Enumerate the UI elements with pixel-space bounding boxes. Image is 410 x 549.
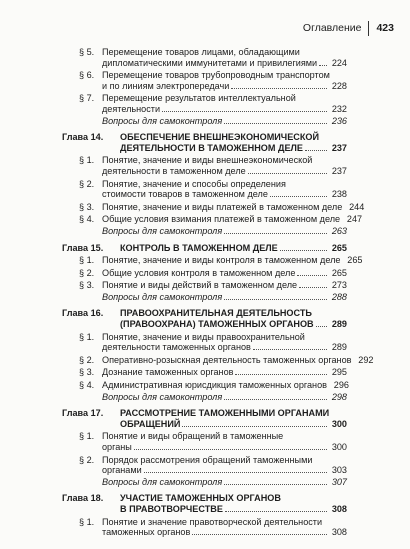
toc-entry-text: Общие условия взимания платежей в таможенном деле <box>102 214 341 225</box>
toc-entry-line <box>102 477 347 488</box>
toc-section <box>62 431 347 452</box>
toc-entry-text: Дознание таможенных органов <box>102 367 234 378</box>
toc-section <box>62 255 363 266</box>
toc-entry-title <box>102 477 347 488</box>
toc-entry-line <box>102 354 374 366</box>
toc-section <box>62 47 347 68</box>
toc-entry-text: Вопросы для самоконтроля <box>102 225 223 236</box>
dot-leader <box>225 504 327 512</box>
toc-entry-title <box>102 455 347 476</box>
toc-entry-number: § 1. <box>79 331 95 342</box>
toc-entry-title <box>120 243 347 254</box>
toc-page-number: 300 <box>331 418 347 429</box>
toc-entry-title <box>102 332 347 353</box>
toc-chapter <box>62 243 347 254</box>
toc-page-number: 244 <box>349 201 365 212</box>
toc-entry-line <box>102 81 347 92</box>
toc-entry-text: стоимости товаров в таможенном деле <box>102 189 268 200</box>
toc-entry-number: § 3. <box>79 280 95 291</box>
toc-entry-line <box>102 367 347 378</box>
page-number: 423 <box>376 22 394 34</box>
dot-leader <box>224 226 327 234</box>
toc-entry-text: Порядок рассмотрения обращений таможенными <box>102 454 313 465</box>
toc-questions <box>62 226 347 237</box>
dot-leader <box>280 243 327 251</box>
toc-chapter <box>62 408 347 429</box>
toc-entry-line <box>120 419 347 430</box>
toc-entry-title <box>102 354 374 366</box>
toc-page-number: 288 <box>331 291 347 302</box>
toc-entry-line <box>120 243 347 254</box>
toc-entry-title <box>102 93 347 114</box>
toc-entry-title <box>102 517 347 538</box>
toc-entry-line <box>102 332 347 343</box>
toc-entry-text: и по линиям электропередачи <box>102 80 230 91</box>
toc-section <box>62 155 347 176</box>
table-of-contents <box>62 45 374 538</box>
toc-entry-number: § 1. <box>79 155 95 166</box>
toc-entry-line <box>102 392 347 403</box>
toc-entry-title <box>102 179 347 200</box>
toc-entry-text: Вопросы для самоконтроля <box>102 291 223 302</box>
dot-leader <box>224 292 327 300</box>
toc-entry-text: РАССМОТРЕНИЕ ТАМОЖЕННЫМИ ОРГАНАМИ <box>120 408 330 419</box>
toc-entry-title <box>102 268 347 279</box>
toc-entry-line <box>120 132 347 143</box>
toc-page-number: 289 <box>331 319 347 330</box>
toc-chapter <box>62 493 347 514</box>
toc-page-number: 308 <box>331 503 347 514</box>
toc-page-number: 237 <box>331 142 347 153</box>
toc-entry-text: Понятие, значение и способы определения <box>102 178 286 189</box>
toc-page-number: 265 <box>347 255 363 266</box>
toc-entry-title <box>102 214 363 225</box>
toc-page-number: 298 <box>331 391 347 402</box>
toc-entry-text: ДЕЯТЕЛЬНОСТИ В ТАМОЖЕННОМ ДЕЛЕ <box>120 142 303 153</box>
toc-entry-text: УЧАСТИЕ ТАМОЖЕННЫХ ОРГАНОВ <box>120 493 281 504</box>
toc-entry-title <box>120 308 347 329</box>
toc-entry-text: деятельности <box>102 103 161 114</box>
toc-entry-number: § 2. <box>79 178 95 189</box>
toc-entry-line <box>102 465 347 476</box>
toc-entry-line <box>102 380 347 391</box>
toc-entry-number: § 2. <box>79 454 95 465</box>
toc-entry-line <box>102 179 347 190</box>
toc-questions <box>62 477 347 488</box>
toc-entry-text: Понятие, значение и виды платежей в таможенном деле <box>102 201 343 212</box>
toc-page-number: 228 <box>331 80 347 91</box>
toc-entry-title <box>102 380 347 391</box>
toc-entry-line <box>120 408 347 419</box>
toc-entry-text: Общие условия контроля в таможенном деле <box>102 267 296 278</box>
dot-leader <box>253 342 327 350</box>
toc-entry-title <box>102 292 347 303</box>
toc-entry-text: Оперативно-розыскная деятельность таможенных органов <box>102 354 352 365</box>
toc-page-number: 307 <box>331 476 347 487</box>
toc-entry-text: КОНТРОЛЬ В ТАМОЖЕННОМ ДЕЛЕ <box>120 242 278 253</box>
toc-chapter <box>62 308 347 329</box>
toc-page-number: 265 <box>331 267 347 278</box>
toc-page-number: 303 <box>331 465 347 476</box>
toc-entry-text: Понятие и виды действий в таможенном деле <box>102 280 298 291</box>
toc-entry-text: Административная юрисдикция таможенных органов <box>102 380 327 391</box>
dot-leader <box>162 104 327 112</box>
toc-page-number: 300 <box>331 442 347 452</box>
toc-entry-line <box>102 47 347 58</box>
toc-entry-title <box>102 392 347 403</box>
toc-entry-text: Вопросы для самоконтроля <box>102 115 223 126</box>
toc-section <box>62 201 365 213</box>
toc-page-number: 224 <box>331 57 347 68</box>
toc-entry-number: § 6. <box>79 70 95 81</box>
dot-leader <box>270 189 327 197</box>
toc-entry-line <box>102 280 347 291</box>
toc-entry-text: деятельности в таможенном деле <box>102 165 246 176</box>
toc-entry-text: Понятие, значение и виды внешнеэкономической <box>102 155 313 166</box>
toc-entry-text: Понятие и виды обращений в таможенные <box>102 431 284 442</box>
toc-section <box>62 354 374 366</box>
dot-leader <box>297 268 327 276</box>
toc-page-number: 273 <box>331 280 347 291</box>
toc-entry-line <box>102 431 347 442</box>
toc-entry-title <box>102 47 347 68</box>
toc-entry-title <box>102 116 347 127</box>
toc-page-number: 236 <box>331 115 347 126</box>
toc-section <box>62 455 347 476</box>
toc-entry-title <box>102 255 363 266</box>
toc-entry-line <box>102 166 347 177</box>
toc-entry-line <box>102 116 347 127</box>
toc-page-number: 232 <box>331 103 347 114</box>
toc-entry-line <box>102 442 347 453</box>
toc-entry-text: В ПРАВОТВОРЧЕСТВЕ <box>120 503 223 514</box>
toc-entry-text: Понятие, значение и виды правоохранительной <box>102 331 305 342</box>
toc-entry-line <box>120 308 347 319</box>
toc-page-number: 263 <box>331 225 347 236</box>
toc-entry-title <box>120 493 347 514</box>
toc-entry-text: органы <box>102 442 132 452</box>
dot-leader <box>224 477 327 485</box>
toc-entry-number: Глава 17. <box>62 408 104 419</box>
toc-entry-number: § 3. <box>79 201 95 212</box>
toc-entry-text: органами <box>102 465 142 476</box>
dot-leader <box>224 392 327 400</box>
toc-entry-text: Вопросы для самоконтроля <box>102 391 223 402</box>
toc-entry-line <box>102 292 347 303</box>
toc-section <box>62 70 347 91</box>
toc-entry-line <box>102 201 365 213</box>
toc-entry-number: Глава 16. <box>62 308 104 319</box>
toc-entry-title <box>120 408 347 429</box>
toc-entry-number: § 7. <box>79 93 95 104</box>
toc-entry-line <box>102 517 347 528</box>
toc-entry-title <box>102 280 347 291</box>
toc-entry-number: § 4. <box>79 214 95 225</box>
toc-entry-line <box>120 143 347 154</box>
dot-leader <box>316 319 327 327</box>
toc-entry-number: § 5. <box>79 47 95 57</box>
toc-page-number: 238 <box>331 189 347 200</box>
toc-entry-line <box>102 58 347 69</box>
toc-page-number: 295 <box>331 367 347 378</box>
dot-leader <box>144 465 327 473</box>
toc-entry-text: таможенных органов <box>102 527 191 538</box>
toc-entry-title <box>102 70 347 91</box>
toc-entry-line <box>102 214 363 225</box>
toc-section <box>62 332 347 353</box>
dot-leader <box>231 81 327 89</box>
dot-leader <box>134 442 327 450</box>
toc-section <box>62 179 347 200</box>
toc-entry-number: Глава 15. <box>62 242 104 253</box>
toc-entry-text: Понятие и значение правотворческой деятельности <box>102 516 323 527</box>
toc-section <box>62 380 347 391</box>
toc-page-number: 289 <box>331 342 347 353</box>
toc-entry-line <box>102 455 347 466</box>
toc-entry-text: Перемещение товаров лицами, обладающими <box>102 47 300 57</box>
toc-entry-text: Перемещение результатов интеллектуальной <box>102 93 296 104</box>
toc-entry-line <box>102 104 347 115</box>
toc-entry-line <box>102 268 347 279</box>
dot-leader <box>299 280 327 288</box>
toc-questions <box>62 292 347 303</box>
toc-entry-text: деятельности таможенных органов <box>102 342 251 353</box>
toc-entry-text: ОБРАЩЕНИЙ <box>120 418 181 429</box>
dot-leader <box>248 166 327 174</box>
toc-section <box>62 214 363 225</box>
toc-entry-text: (ПРАВООХРАНА) ТАМОЖЕННЫХ ОРГАНОВ <box>120 319 314 330</box>
toc-entry-number: § 1. <box>79 255 95 266</box>
toc-entry-text: Вопросы для самоконтроля <box>102 476 223 487</box>
toc-entry-text: Понятие, значение и виды контроля в таможенном деле <box>102 255 341 266</box>
toc-section <box>62 268 347 279</box>
toc-section <box>62 517 347 538</box>
toc-entry-line <box>102 189 347 200</box>
toc-entry-text: ОБЕСПЕЧЕНИЕ ВНЕШНЕЭКОНОМИЧЕСКОЙ <box>120 132 319 143</box>
toc-entry-line <box>102 342 347 353</box>
toc-questions <box>62 392 347 403</box>
toc-page-number: 237 <box>331 165 347 176</box>
toc-entry-title <box>120 132 347 153</box>
toc-chapter <box>62 132 347 153</box>
toc-entry-line <box>102 70 347 81</box>
dot-leader <box>319 58 327 66</box>
toc-entry-text: ПРАВООХРАНИТЕЛЬНАЯ ДЕЯТЕЛЬНОСТЬ <box>120 308 312 319</box>
toc-entry-title <box>102 201 365 213</box>
dot-leader <box>305 143 327 151</box>
toc-entry-line <box>102 527 347 538</box>
dot-leader <box>192 527 327 535</box>
toc-page-number: 247 <box>346 214 363 225</box>
toc-section <box>62 280 347 291</box>
dot-leader <box>182 419 327 427</box>
toc-section <box>62 93 347 114</box>
toc-entry-text: Перемещение товаров трубопроводным транспортом <box>102 70 330 81</box>
toc-page-number: 292 <box>358 354 374 365</box>
toc-entry-line <box>120 493 347 504</box>
toc-entry-line <box>120 319 347 330</box>
toc-entry-number: Глава 18. <box>62 493 104 504</box>
toc-page-number: 308 <box>331 527 347 538</box>
running-header <box>303 20 394 36</box>
toc-entry-title <box>102 155 347 176</box>
toc-entry-line <box>120 504 347 515</box>
toc-questions <box>62 116 347 127</box>
toc-page-number: 296 <box>333 380 349 391</box>
toc-entry-line <box>102 155 347 166</box>
toc-entry-number: § 3. <box>79 367 95 378</box>
toc-entry-title <box>102 367 347 378</box>
toc-entry-line <box>102 226 347 237</box>
toc-entry-text: дипломатическими иммунитетами и привилегиями <box>102 57 318 68</box>
toc-entry-number: § 4. <box>79 380 95 391</box>
dot-leader <box>235 367 327 375</box>
toc-entry-number: Глава 14. <box>62 132 104 143</box>
toc-entry-number: § 2. <box>79 354 95 365</box>
toc-section <box>62 367 347 378</box>
toc-entry-line <box>102 255 363 266</box>
toc-entry-number: § 1. <box>79 431 95 442</box>
running-header-section: Оглавление <box>302 22 362 34</box>
toc-entry-line <box>102 93 347 104</box>
toc-entry-title <box>102 431 347 452</box>
dot-leader <box>224 116 327 124</box>
toc-page-number: 265 <box>331 242 347 253</box>
toc-entry-number: § 1. <box>79 516 95 527</box>
toc-entry-title <box>102 226 347 237</box>
toc-entry-number: § 2. <box>79 267 95 278</box>
